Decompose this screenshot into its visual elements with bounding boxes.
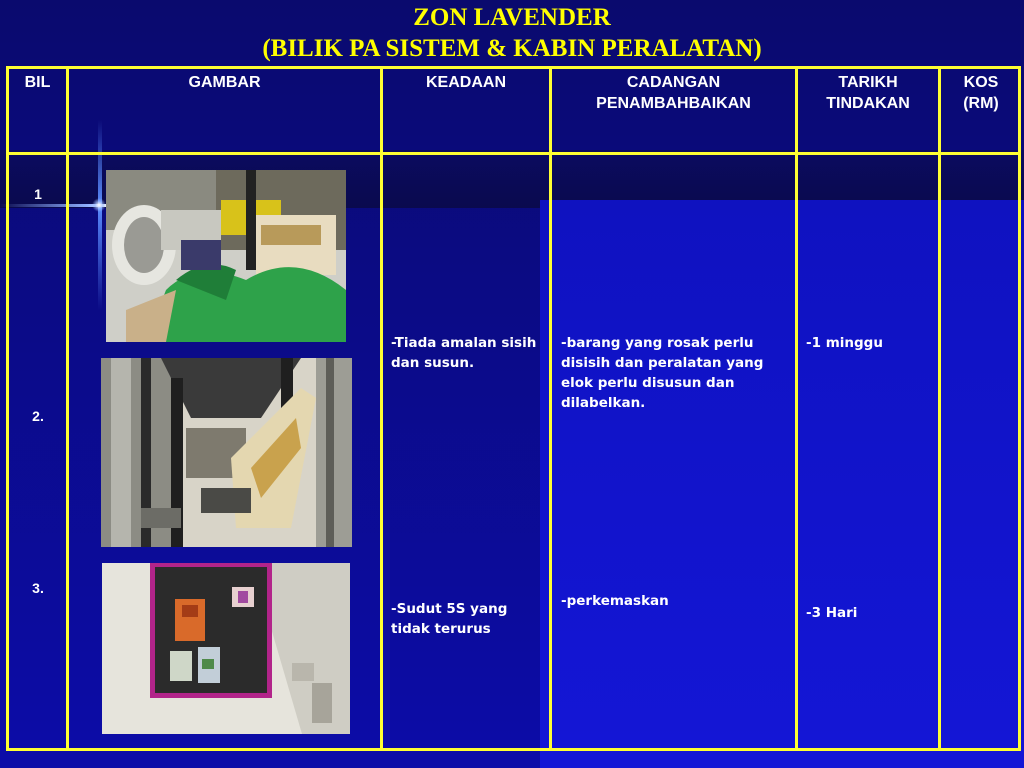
column-divider — [938, 66, 941, 751]
tarikh-text: -1 minggu — [806, 335, 883, 351]
header-cadangan-line1: CADANGAN — [626, 74, 721, 91]
photo-cabinet-equipment — [101, 358, 352, 547]
header-divider — [6, 152, 1021, 155]
cadangan-text: -barang yang rosak perlu disisih dan peralatan yang elok perlu disusun dan dilabelkan. — [561, 335, 764, 411]
row-number: 2. — [32, 408, 44, 424]
column-divider — [795, 66, 798, 751]
header-tarikh-line2: TINDAKAN — [826, 95, 910, 112]
header-kos-line1: KOS — [963, 74, 999, 91]
header-tarikh-line1: TARIKH — [838, 74, 898, 91]
slide-title — [0, 2, 1024, 64]
column-divider — [380, 66, 383, 751]
header-gambar: GAMBAR — [188, 74, 261, 91]
header-keadaan: KEADAAN — [426, 74, 506, 91]
photo-5s-notice-board — [102, 563, 350, 734]
photo-loudspeaker-clutter — [106, 170, 346, 342]
keadaan-text: -Sudut 5S yang tidak terurus — [391, 601, 508, 637]
header-kos — [941, 72, 1021, 114]
row-number: 3. — [32, 580, 44, 596]
keadaan-text: -Tiada amalan sisih dan susun. — [391, 335, 537, 371]
row-number: 1 — [34, 186, 42, 202]
header-kos-line2: (RM) — [963, 95, 999, 112]
column-divider — [549, 66, 552, 751]
header-cadangan-line2: PENAMBAHBAIKAN — [596, 95, 751, 112]
header-bil: BIL — [24, 74, 51, 91]
slide-title-line1: ZON LAVENDER — [413, 4, 611, 31]
cadangan-text: -perkemaskan — [561, 593, 669, 609]
slide-title-line2: (BILIK PA SISTEM & KABIN PERALATAN) — [262, 35, 762, 62]
header-cadangan — [552, 72, 795, 114]
header-tarikh — [798, 72, 938, 114]
tarikh-text: -3 Hari — [806, 605, 858, 621]
